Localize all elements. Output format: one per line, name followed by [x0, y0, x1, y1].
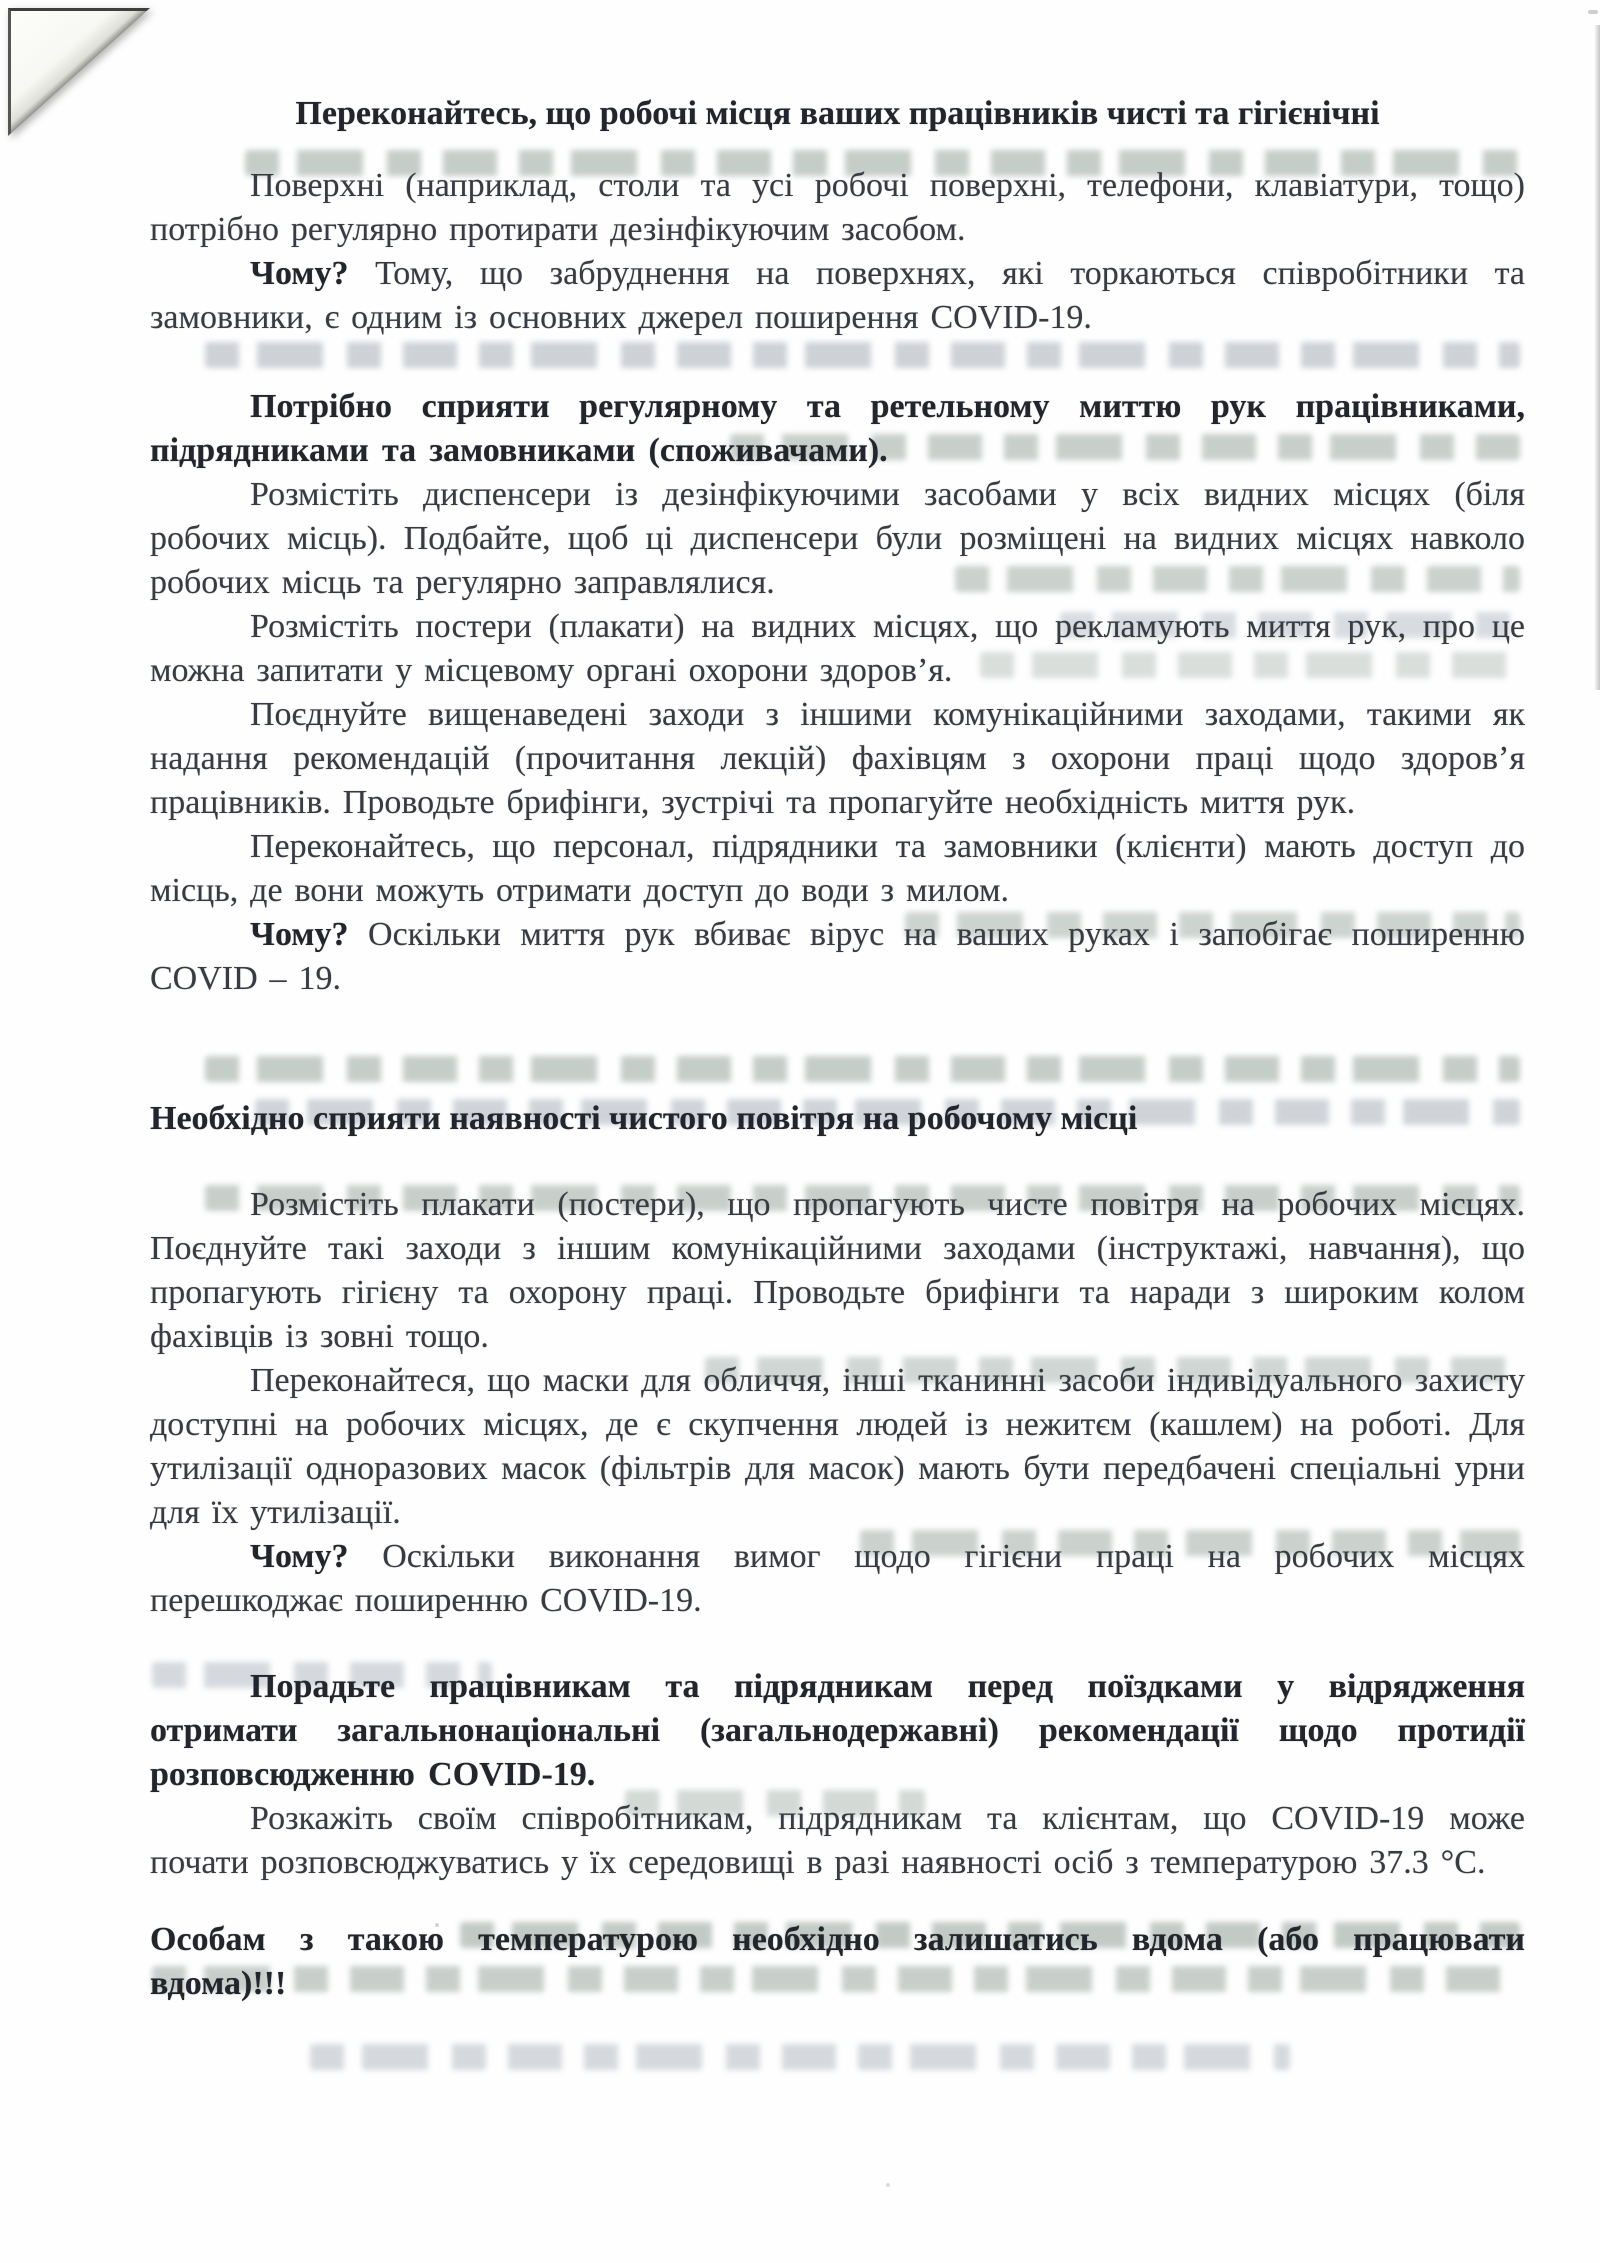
section-heading: Порадьте працівникам та підрядникам перед поїздками у відрядження отримати загальнонаціональні (загальнодержавні) рекомендації щодо протидії розповсюдженню COVID-19. — [150, 1668, 1525, 1793]
paragraph-lead: Чому? — [250, 916, 349, 953]
section — [150, 92, 1525, 340]
section — [150, 1665, 1525, 1885]
scan-speck — [1588, 10, 1598, 14]
paragraph — [150, 1535, 1525, 1623]
paragraph-text: Поєднуйте вищенаведені заходи з іншими комунікаційними заходами, такими як надання рекомендацій (прочитання лекцій) фахівцям з охорони праці щодо здоров’я працівників. Проводьте брифінги, зустрічі та пропагуйте необхідність миття рук. — [150, 696, 1525, 821]
section-heading: Необхідно сприяти наявності чистого повітря на робочому місці — [150, 1100, 1138, 1137]
paragraph-text: Розмістіть диспенсери із дезінфікуючими засобами у всіх видних місцях (біля робочих місць). Подбайте, щоб ці диспенсери були розміщені на видних місцях навколо робочих місць та регулярно заправлялися. — [150, 476, 1525, 601]
paragraph-text: Оскільки миття рук вбиває вірус на ваших руках і запобігає поширенню COVID – 19. — [150, 916, 1525, 997]
paragraph-text: Переконайтеся, що маски для обличчя, інші тканинні засоби індивідуального захисту доступні на робочих місцях, де є скупчення людей із нежитєм (кашлем) на роботі. Для утилізації одноразових масок (фільтрів для масок) мають бути передбачені спеціальні урни для їх утилізації. — [150, 1362, 1525, 1531]
paragraph-lead: Чому? — [250, 1538, 349, 1575]
paragraph — [150, 1797, 1525, 1885]
bleed-through-artifact — [310, 2044, 1290, 2070]
scan-edge-artifact — [1594, 25, 1600, 690]
paragraph-lead: Чому? — [250, 255, 349, 292]
paragraph-text: Розмістіть постери (плакати) на видних місцях, що рекламують миття рук, про це можна запитати у місцевому органі охорони здоров’я. — [150, 608, 1525, 689]
paragraph — [150, 473, 1525, 605]
section — [150, 385, 1525, 1001]
paragraph-text: Розкажіть своїм співробітникам, підрядникам та клієнтам, що COVID-19 може почати розповсюджуватись у їх середовищі в разі наявності осіб з температурою 37.3 °С. — [150, 1800, 1525, 1881]
paragraph-text: Тому, що забруднення на поверхнях, які торкаються співробітники та замовники, є одним із основних джерел поширення COVID-19. — [150, 255, 1525, 336]
bleed-through-artifact — [205, 342, 1520, 368]
paragraph — [150, 825, 1525, 913]
paragraph — [150, 913, 1525, 1001]
scan-speck — [886, 2183, 890, 2187]
paragraph — [150, 252, 1525, 340]
paragraph — [150, 693, 1525, 825]
bleed-through-artifact — [205, 1056, 1520, 1082]
paragraph-text: Переконайтесь, що персонал, підрядники та замовники (клієнти) мають доступ до місць, де вони можуть отримати доступ до води з милом. — [150, 828, 1525, 909]
section-heading: Потрібно сприяти регулярному та ретельному миттю рук працівниками, підрядниками та замовниками (споживачами). — [150, 388, 1525, 469]
paragraph-text: Розмістіть плакати (постери), що пропагують чисте повітря на робочих місцях. Поєднуйте такі заходи з іншим комунікаційними заходами (інструктажі, навчання), що пропагують гігієну та охорону праці. Проводьте брифінги та наради з широким колом фахівців із зовні тощо. — [150, 1186, 1525, 1355]
paragraph-text: Поверхні (наприклад, столи та усі робочі поверхні, телефони, клавіатури, тощо) потрібно регулярно протирати дезінфікуючим засобом. — [150, 167, 1525, 248]
section — [150, 1918, 1525, 2006]
paragraph — [150, 1183, 1525, 1359]
paragraph — [150, 605, 1525, 693]
corner-fold-artifact — [8, 8, 150, 136]
section — [150, 1097, 1525, 1623]
paragraph — [150, 164, 1525, 252]
document-title: Переконайтесь, що робочі місця ваших працівників чисті та гігієнічні — [295, 95, 1380, 132]
folded-corner-triangle — [8, 8, 150, 136]
paragraph-text: Оскільки виконання вимог щодо гігієни праці на робочих місцях перешкоджає поширенню COVID-19. — [150, 1538, 1525, 1619]
section-heading: Особам з такою температурою необхідно залишатись вдома (або працювати вдома)!!! — [150, 1921, 1525, 2002]
paragraph — [150, 1359, 1525, 1535]
